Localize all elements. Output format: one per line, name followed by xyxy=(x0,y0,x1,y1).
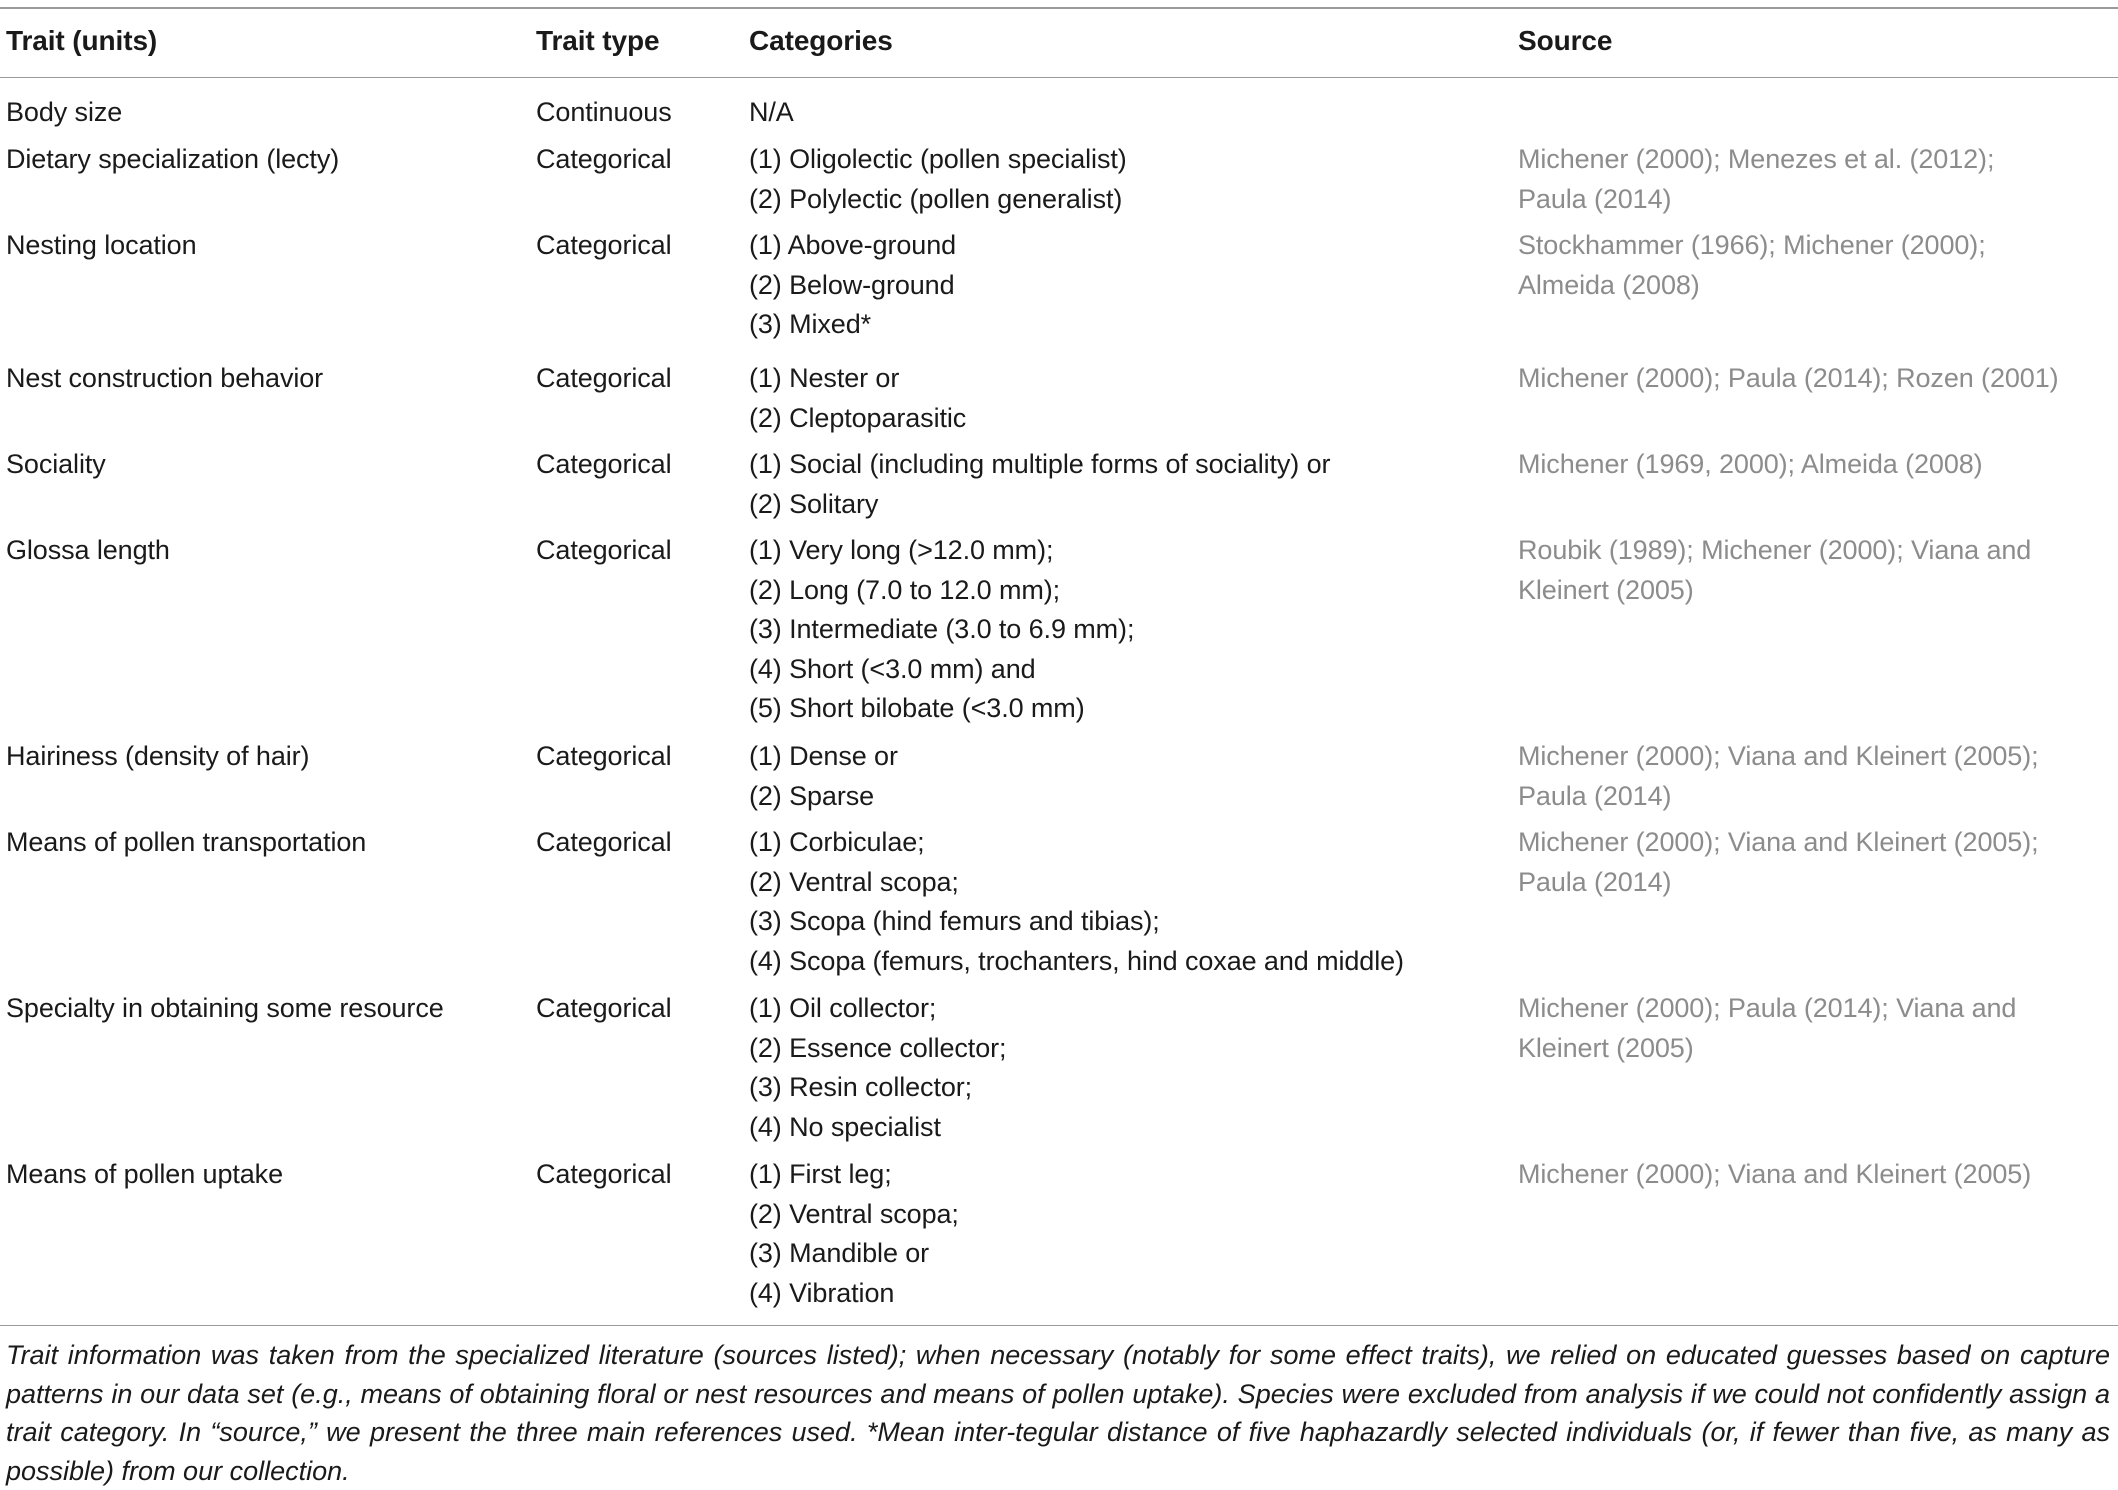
cell-source-line: Michener (1969, 2000); Almeida (2008) xyxy=(1518,449,1983,479)
cell-categories-line: (2) Polylectic (pollen generalist) xyxy=(749,183,1123,214)
cell-trait: Dietary specialization (lecty) xyxy=(6,144,340,174)
cell-categories xyxy=(749,93,794,133)
cell-categories-line: (4) Short (<3.0 mm) and xyxy=(749,653,1036,684)
cell-categories xyxy=(749,226,956,345)
cell-source-line: Michener (2000); Paula (2014); Viana and xyxy=(1518,993,2017,1023)
cell-categories-line: (2) Below-ground xyxy=(749,269,955,300)
cell-trait: Hairiness (density of hair) xyxy=(6,741,310,771)
cell-categories-line: (2) Sparse xyxy=(749,780,875,811)
cell-categories-line: (2) Solitary xyxy=(749,488,879,519)
cell-categories-line: (1) Social (including multiple forms of sociality) or xyxy=(749,449,1331,479)
cell-source xyxy=(1518,359,2059,399)
cell-source-line: Stockhammer (1966); Michener (2000); xyxy=(1518,230,1986,260)
cell-trait: Sociality xyxy=(6,449,106,479)
cell-trait-type: Continuous xyxy=(536,97,672,127)
cell-source-line: Paula (2014) xyxy=(1518,866,1672,897)
cell-trait: Nesting location xyxy=(6,230,197,260)
cell-trait-type: Categorical xyxy=(536,827,672,857)
cell-source-line: Kleinert (2005) xyxy=(1518,1032,1694,1063)
cell-trait-type: Categorical xyxy=(536,449,672,479)
cell-categories xyxy=(749,140,1127,219)
cell-source-line: Michener (2000); Viana and Kleinert (2005); xyxy=(1518,827,2039,857)
cell-source-line: Michener (2000); Viana and Kleinert (2005) xyxy=(1518,1159,2032,1189)
cell-source xyxy=(1518,1155,2031,1195)
cell-source-line: Kleinert (2005) xyxy=(1518,574,1694,605)
table-footnote: Trait information was taken from the specialized literature (sources listed); when necessary (notably for some effect traits), we relied on educated guesses based on capture patterns in our data set (e.g., means of obtaining floral or nest resources and means of pollen uptake). Species were excluded from analysis if we could not confidently assign a trait category. In “source,” we present the three main references used. *Mean inter-tegular distance of five haphazardly selected individuals (or, if fewer than five, as many as possible) from our collection. xyxy=(6,1340,2110,1486)
cell-categories-line: (2) Essence collector; xyxy=(749,1032,1007,1063)
cell-categories-line: (4) Scopa (femurs, trochanters, hind coxae and middle) xyxy=(749,945,1404,976)
cell-source-line: Roubik (1989); Michener (2000); Viana and xyxy=(1518,535,2032,565)
table-top-rule xyxy=(0,7,2118,9)
cell-categories xyxy=(749,1155,959,1313)
cell-trait-type: Categorical xyxy=(536,741,672,771)
cell-source xyxy=(1518,989,2016,1068)
cell-categories-line: (1) Corbiculae; xyxy=(749,827,925,857)
cell-categories-line: N/A xyxy=(749,97,794,127)
cell-categories xyxy=(749,531,1134,729)
cell-categories-line: (1) Oil collector; xyxy=(749,993,937,1023)
cell-source-line: Michener (2000); Menezes et al. (2012); xyxy=(1518,144,1995,174)
cell-categories-line: (2) Cleptoparasitic xyxy=(749,402,967,433)
cell-categories xyxy=(749,737,898,816)
cell-categories-line: (1) First leg; xyxy=(749,1159,892,1189)
cell-trait: Nest construction behavior xyxy=(6,363,324,393)
cell-categories-line: (2) Long (7.0 to 12.0 mm); xyxy=(749,574,1061,605)
cell-trait: Means of pollen uptake xyxy=(6,1159,283,1189)
cell-categories-line: (3) Mixed* xyxy=(749,309,872,339)
header-trait: Trait (units) xyxy=(6,25,158,56)
cell-trait: Glossa length xyxy=(6,535,170,565)
cell-categories xyxy=(749,989,1006,1147)
header-categories: Categories xyxy=(749,25,893,56)
cell-categories-line: (2) Ventral scopa; xyxy=(749,1198,959,1229)
cell-source xyxy=(1518,445,1983,485)
header-bottom-rule xyxy=(0,77,2118,78)
cell-categories-line: (3) Scopa (hind femurs and tibias); xyxy=(749,906,1160,936)
cell-categories-line: (4) Vibration xyxy=(749,1277,895,1308)
cell-categories xyxy=(749,823,1404,981)
cell-categories-line: (3) Resin collector; xyxy=(749,1072,973,1102)
cell-categories-line: (2) Ventral scopa; xyxy=(749,866,959,897)
cell-source-line: Paula (2014) xyxy=(1518,780,1672,811)
cell-categories-line: (1) Nester or xyxy=(749,363,900,393)
cell-categories-line: (1) Very long (>12.0 mm); xyxy=(749,535,1054,565)
cell-source xyxy=(1518,737,2039,816)
cell-categories-line: (1) Above-ground xyxy=(749,230,957,260)
cell-trait-type: Categorical xyxy=(536,535,672,565)
cell-source xyxy=(1518,226,1986,305)
cell-trait-type: Categorical xyxy=(536,230,672,260)
cell-categories-line: (1) Oligolectic (pollen specialist) xyxy=(749,144,1127,174)
cell-trait-type: Categorical xyxy=(536,363,672,393)
cell-source-line: Paula (2014) xyxy=(1518,183,1672,214)
cell-categories-line: (4) No specialist xyxy=(749,1111,941,1142)
cell-categories-line: (5) Short bilobate (<3.0 mm) xyxy=(749,693,1085,723)
cell-trait: Body size xyxy=(6,97,123,127)
cell-categories-line: (1) Dense or xyxy=(749,741,898,771)
cell-source-line: Michener (2000); Viana and Kleinert (2005); xyxy=(1518,741,2039,771)
cell-categories-line: (3) Intermediate (3.0 to 6.9 mm); xyxy=(749,614,1135,644)
cell-trait-type: Categorical xyxy=(536,993,672,1023)
cell-source-line: Almeida (2008) xyxy=(1518,269,1700,300)
cell-trait: Specialty in obtaining some resource xyxy=(6,993,444,1023)
cell-categories xyxy=(749,445,1330,524)
header-source: Source xyxy=(1518,25,1613,56)
cell-source xyxy=(1518,531,2031,610)
table-bottom-rule xyxy=(0,1325,2118,1326)
cell-source-line: Michener (2000); Paula (2014); Rozen (2001) xyxy=(1518,363,2059,393)
cell-trait-type: Categorical xyxy=(536,1159,672,1189)
header-trait-type: Trait type xyxy=(536,25,660,56)
cell-source xyxy=(1518,823,2039,902)
cell-categories xyxy=(749,359,966,438)
cell-trait: Means of pollen transportation xyxy=(6,827,367,857)
cell-source xyxy=(1518,140,1994,219)
cell-categories-line: (3) Mandible or xyxy=(749,1238,930,1268)
cell-trait-type: Categorical xyxy=(536,144,672,174)
